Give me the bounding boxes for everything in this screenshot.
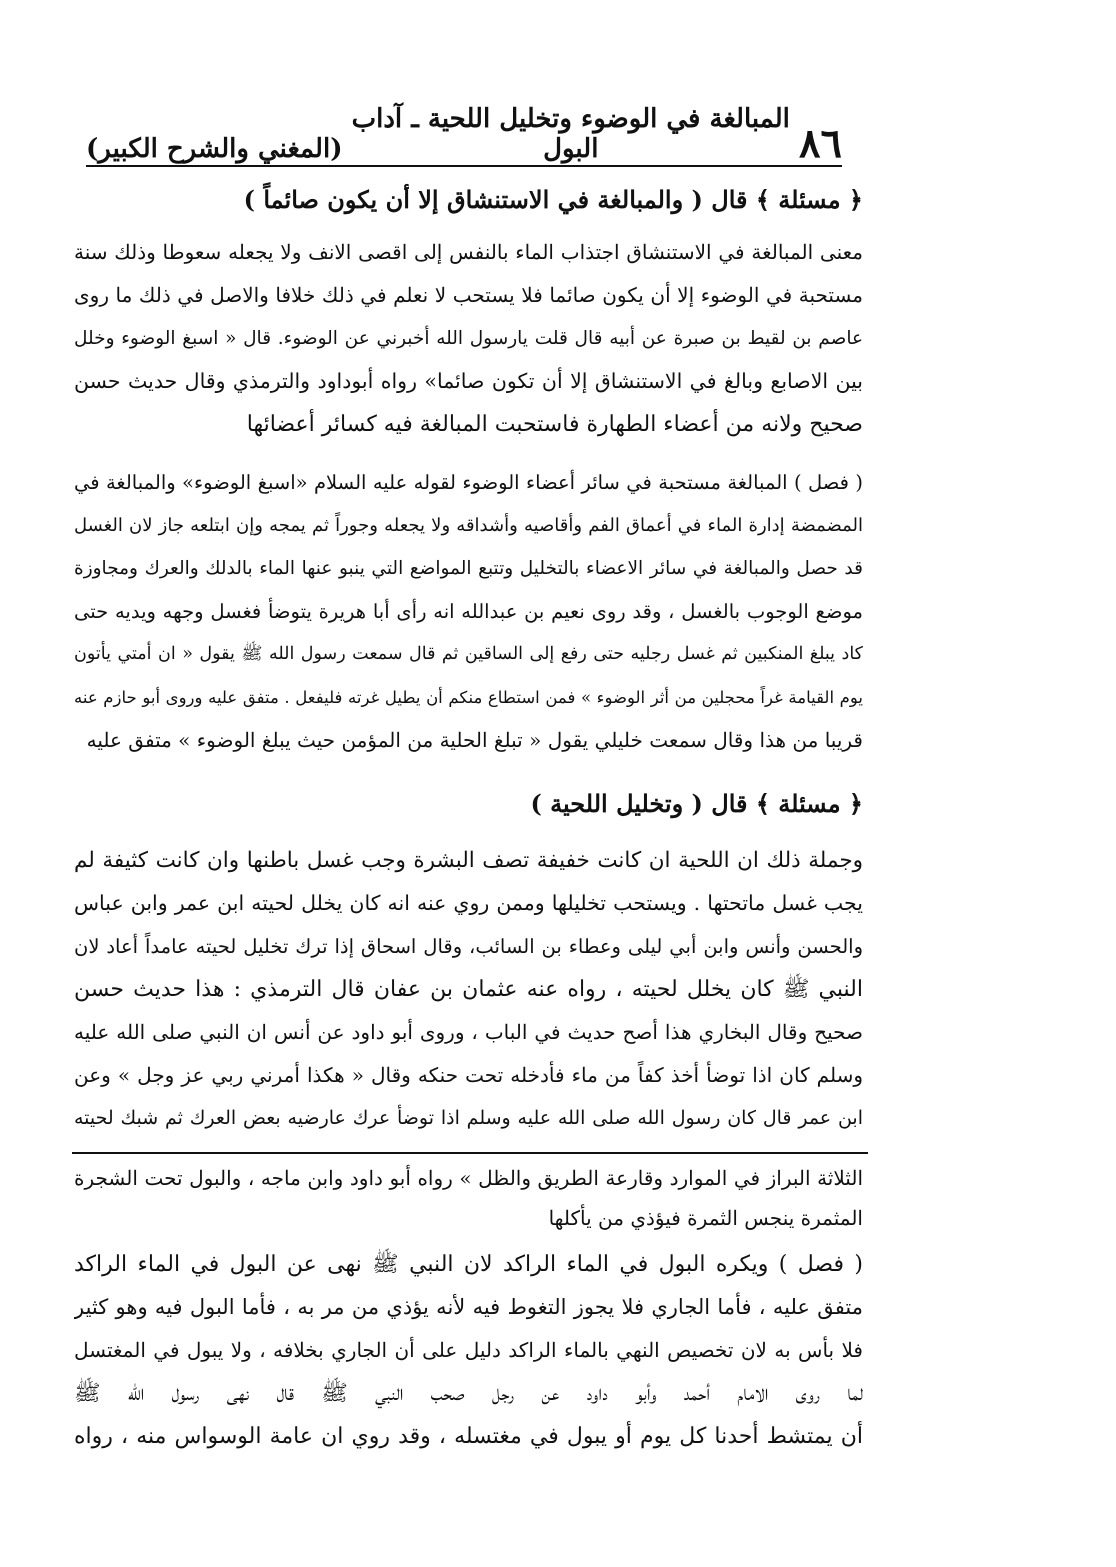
text-line: عاصم بن لقيط بن صبرة عن أبيه قال قلت يارسول الله أخبرني عن الوضوء. قال « اسبغ الوضوء وخلل bbox=[74, 328, 863, 349]
footnote bbox=[74, 1158, 863, 1238]
text-line: متفق عليه ، فأما الجاري فلا يجوز التغوط فيه لأنه يؤذي من مر به ، فأما البول فيه وهو كثير bbox=[74, 1295, 863, 1319]
book-title: (المغني والشرح الكبير) bbox=[86, 134, 343, 164]
text-line: والحسن وأنس وابن أبي ليلى وعطاء بن السائب، وقال اسحاق إذا ترك تخليل لحيته عامداً أعاد لان bbox=[74, 935, 863, 958]
text-line: فلا بأس به لان تخصيص النهي بالماء الراكد دليل على أن الجاري بخلافه ، ولا يبول في المغتسل bbox=[74, 1338, 863, 1362]
masala-heading: ﴿ مسئلة ﴾ قال ( وتخليل اللحية ) bbox=[530, 789, 863, 818]
masala-heading: ﴿ مسئلة ﴾ قال ( والمبالغة في الاستنشاق إلا أن يكون صائماً ) bbox=[243, 185, 863, 214]
text-line: ( فصل ) ويكره البول في الماء الراكد لان النبي ﷺ نهى عن البول في الماء الراكد bbox=[74, 1252, 863, 1277]
footnote-line: الثلاثة البراز في الموارد وقارعة الطريق والظل » رواه أبو داود وابن ماجه ، والبول تحت الشجرة bbox=[74, 1166, 863, 1190]
masala-takhlil bbox=[74, 782, 863, 1140]
text-line: وسلم كان اذا توضأ أخذ كفاً من ماء فأدخله تحت حنكه وقال « هكذا أمرني ربي عز وجل » وعن bbox=[74, 1063, 863, 1087]
masala-istinshaq bbox=[74, 178, 863, 446]
text-line: معنى المبالغة في الاستنشاق اجتذاب الماء بالنفس إلى اقصى الانف ولا يجعله سعوطا وذلك سنة bbox=[74, 240, 863, 264]
text-line: صحيح وقال البخاري هذا أصح حديث في الباب ، وروى أبو داود عن أنس ان النبي صلى الله عليه bbox=[74, 1020, 863, 1044]
page-number: ٨٦ bbox=[799, 120, 842, 167]
text-line: ابن عمر قال كان رسول الله صلى الله عليه وسلم اذا توضأ عرك عارضيه بعض العرك ثم شبك لحيته bbox=[74, 1107, 863, 1129]
text-line: المضمضة إدارة الماء في أعماق الفم وأقاصيه وأشداقه ولا يجعله وجوراً ثم يمجه وإن ابتلعه جاز لان الغسل bbox=[74, 515, 863, 536]
text-line: لما روى الامام أحمد وأبو داود عن رجل صحب النبي ﷺ قال نهى رسول الله ﷺ bbox=[74, 1381, 863, 1406]
text-line: أن يمتشط أحدنا كل يوم أو يبول في مغتسله ، وقد روي ان عامة الوسواس منه ، رواه bbox=[74, 1424, 863, 1449]
text-line: النبي ﷺ كان يخلل لحيته ، رواه عنه عثمان بن عفان قال الترمذي : هذا حديث حسن bbox=[74, 977, 863, 1002]
text-line: وجملة ذلك ان اللحية ان كانت خفيفة تصف البشرة وجب غسل باطنها وان كانت كثيفة لم bbox=[74, 848, 863, 873]
footnote-line: المثمرة ينجس الثمرة فيؤذي من يأكلها bbox=[548, 1206, 863, 1230]
fasl-bawl bbox=[74, 1243, 863, 1458]
text-line: قريبا من هذا وقال سمعت خليلي يقول « تبلغ الحلية من المؤمن حيث يبلغ الوضوء » متفق عليه bbox=[86, 728, 863, 752]
page-header bbox=[86, 104, 842, 167]
text-line: قد حصل والمبالغة في سائر الاعضاء بالتخليل وتتبع المواضع التي ينبو عنها الماء بالدلك والعرك ومجاوزة bbox=[74, 558, 863, 579]
text-line: كاد يبلغ المنكبين ثم غسل رجليه حتى رفع إلى الساقين ثم قال سمعت رسول الله ﷺ يقول « ان أمتي يأتون bbox=[74, 644, 863, 664]
header-rule bbox=[86, 165, 842, 167]
running-title: المبالغة في الوضوء وتخليل اللحية ـ آداب البول bbox=[351, 104, 790, 164]
text-line: يجب غسل ماتحتها . ويستحب تخليلها وممن روي عنه انه كان يخلل لحيته ابن عمر وابن عباس bbox=[74, 891, 863, 915]
fasl-mubalagha bbox=[74, 461, 863, 762]
text-line: صحيح ولانه من أعضاء الطهارة فاستحبت المبالغة فيه كسائر أعضائها bbox=[246, 412, 863, 437]
text-line: ( فصل ) المبالغة مستحبة في سائر أعضاء الوضوء لقوله عليه السلام «اسبغ الوضوء» والمبالغة في bbox=[74, 471, 863, 494]
footnote-rule bbox=[72, 1152, 868, 1154]
text-line: بين الاصابع وبالغ في الاستنشاق إلا أن تكون صائما» رواه أبوداود والترمذي وقال حديث حسن bbox=[74, 369, 863, 393]
text-line: موضع الوجوب بالغسل ، وقد روى نعيم بن عبدالله انه رأى أبا هريرة يتوضأ فغسل وجهه ويديه حتى bbox=[74, 600, 863, 623]
text-line: يوم القيامة غراً محجلين من أثر الوضوء » فمن استطاع منكم أن يطيل غرته فليفعل . متفق عليه وروى أبو حازم عنه bbox=[74, 688, 863, 707]
text-line: مستحبة في الوضوء إلا أن يكون صائما فلا يستحب لا نعلم في ذلك خلافا والاصل في ذلك ما روى bbox=[74, 283, 863, 307]
